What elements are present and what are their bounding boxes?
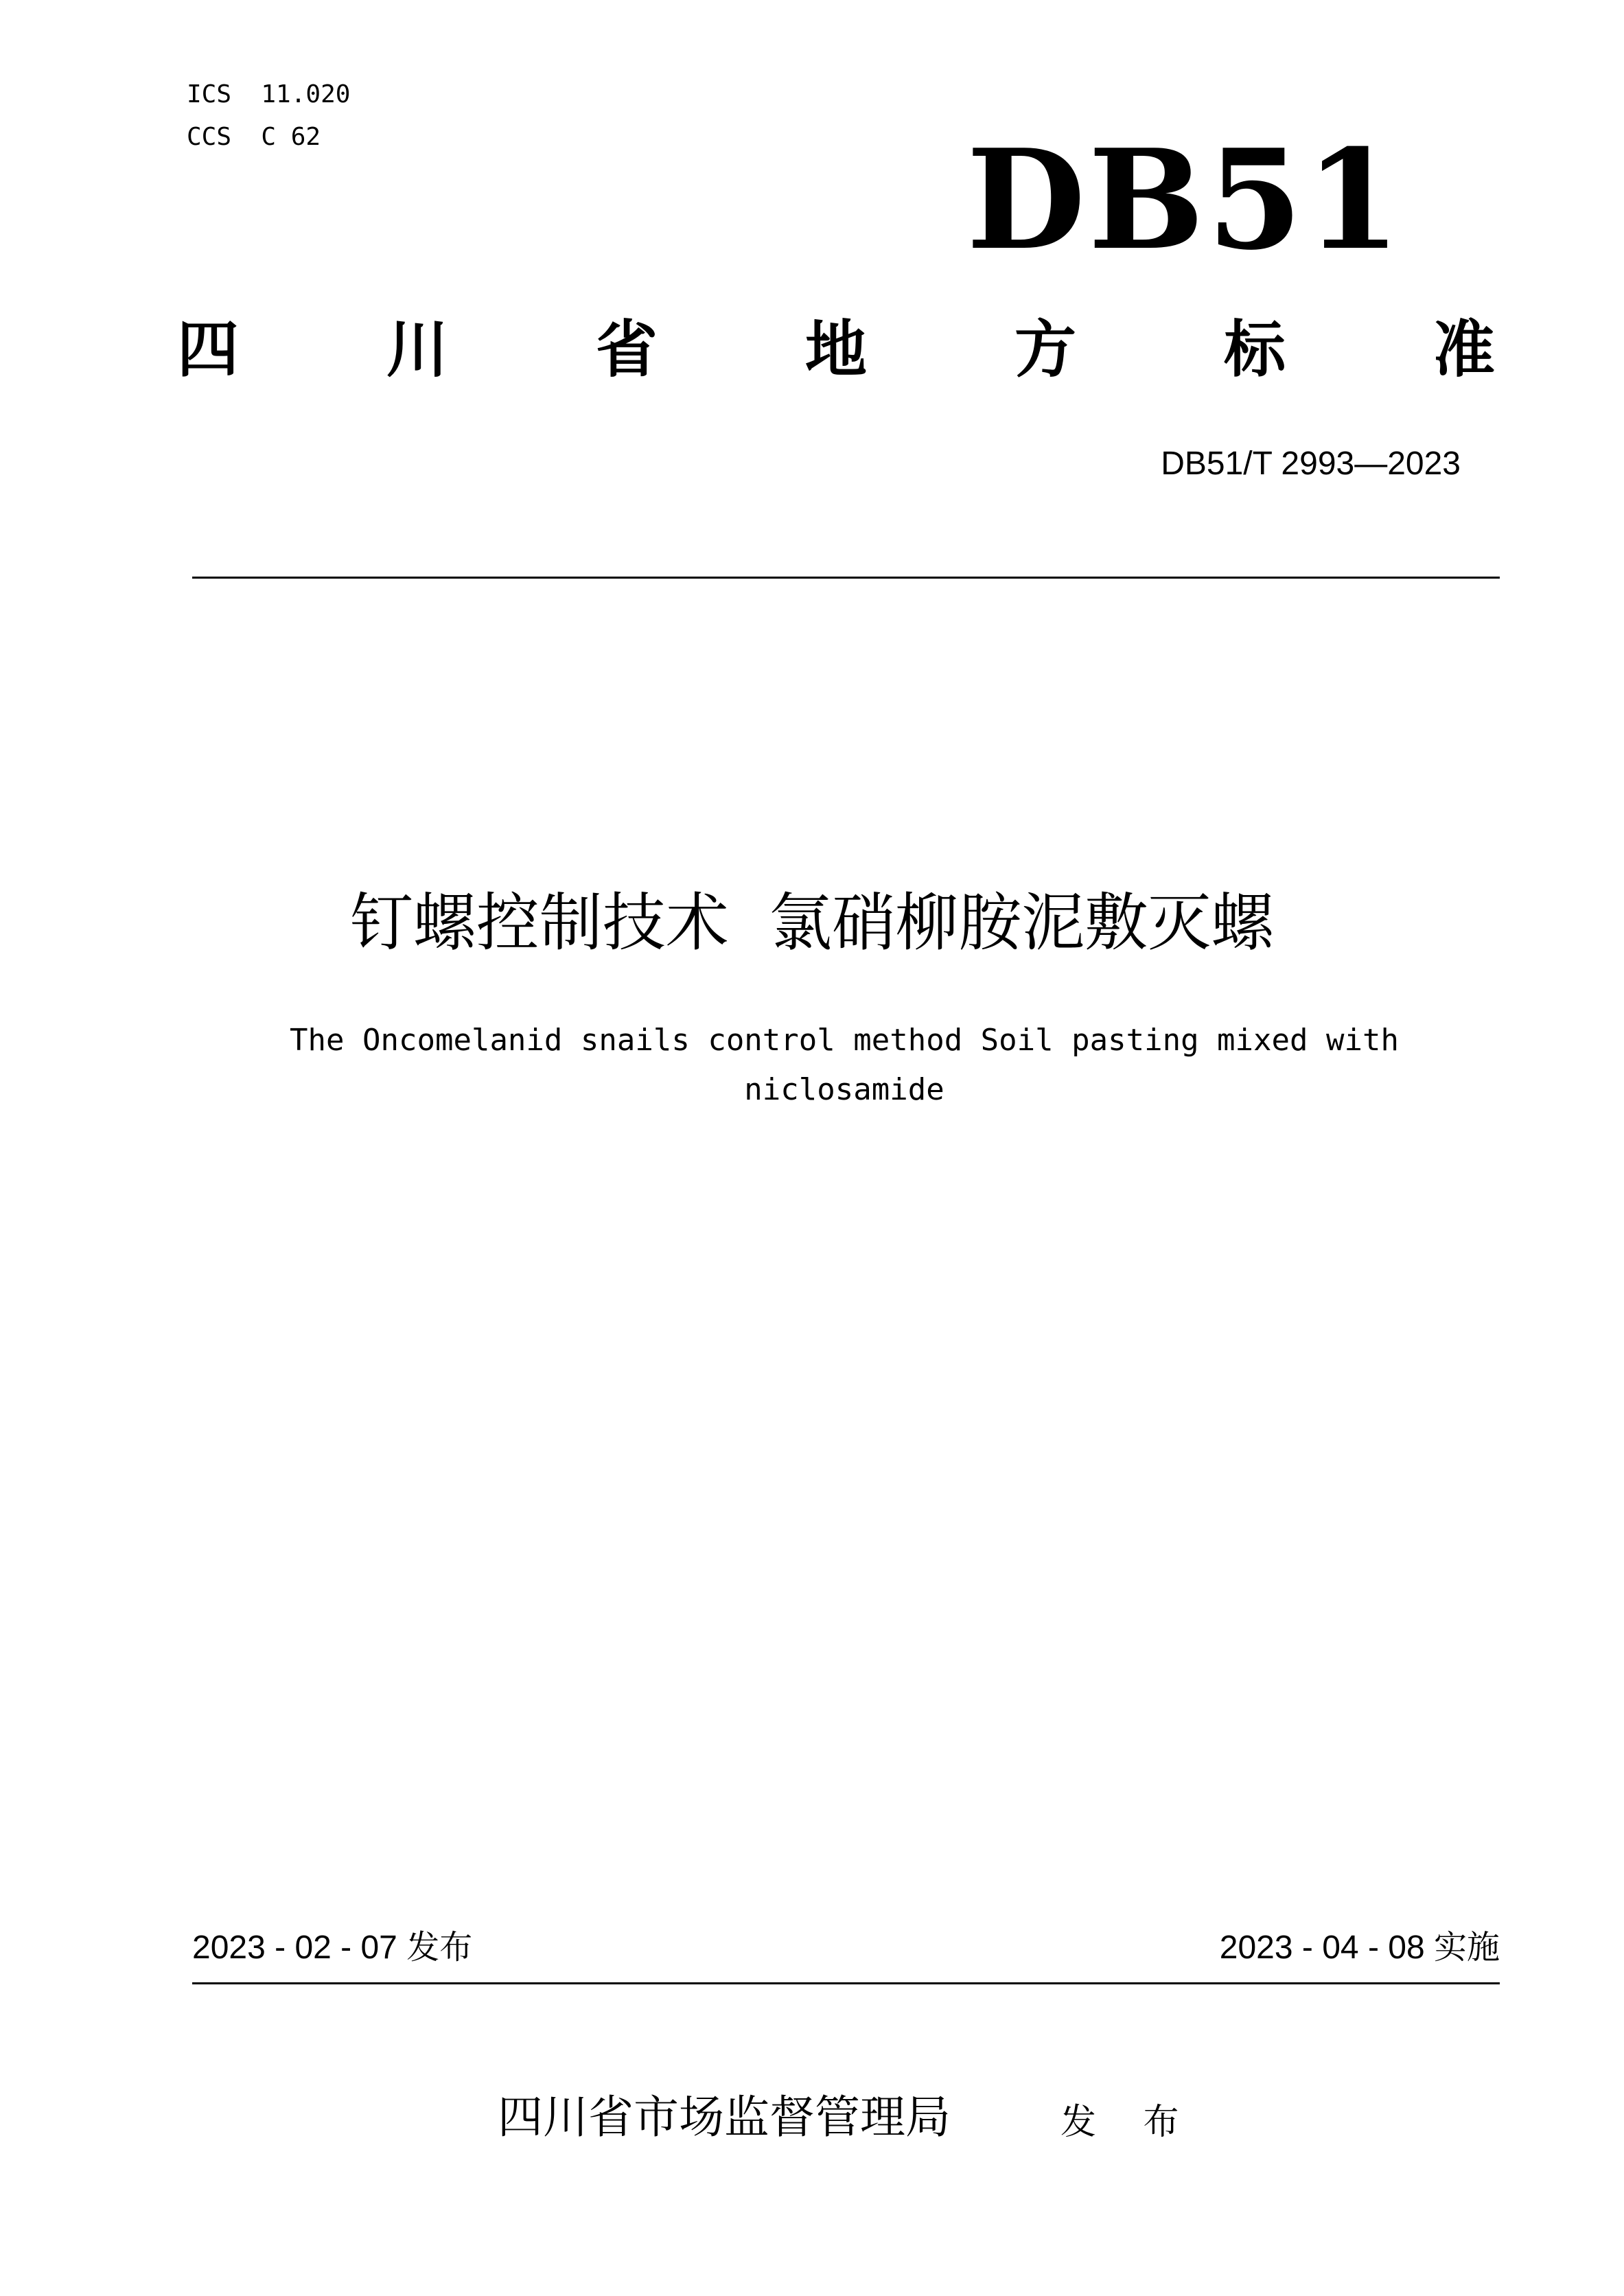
implementation-date: 2023 - 04 - 08 实施 <box>1219 1929 1500 1966</box>
db51-mark: DB51 <box>966 119 1404 281</box>
english-title: The Oncomelanid snails control method Soil pasting mixed with niclosamide <box>290 1023 1399 1107</box>
ics-code: ICS 11.020 <box>187 80 351 108</box>
standard-number: DB51/T 2993—2023 <box>1161 445 1461 482</box>
publish-label: 发 布 <box>1060 2102 1197 2143</box>
standard-type-char: 四 <box>177 314 239 386</box>
issue-date: 2023 - 02 - 07 发布 <box>192 1929 473 1966</box>
standard-type-char: 方 <box>1014 314 1076 386</box>
standard-type-char: 地 <box>805 314 867 386</box>
header-divider <box>192 577 1500 579</box>
standard-type-heading <box>177 312 1495 388</box>
ccs-code: CCS C 62 <box>187 123 321 151</box>
standard-type-char: 省 <box>596 314 658 386</box>
footer-divider <box>192 1982 1500 1984</box>
standard-type-char: 川 <box>386 314 448 386</box>
publisher-name: 四川省市场监督管理局 <box>498 2091 951 2144</box>
chinese-title: 钉螺控制技术 氯硝柳胺泥敷灭螺 <box>349 886 1275 960</box>
standard-type-char: 准 <box>1433 314 1495 386</box>
standard-type-char: 标 <box>1224 314 1286 386</box>
